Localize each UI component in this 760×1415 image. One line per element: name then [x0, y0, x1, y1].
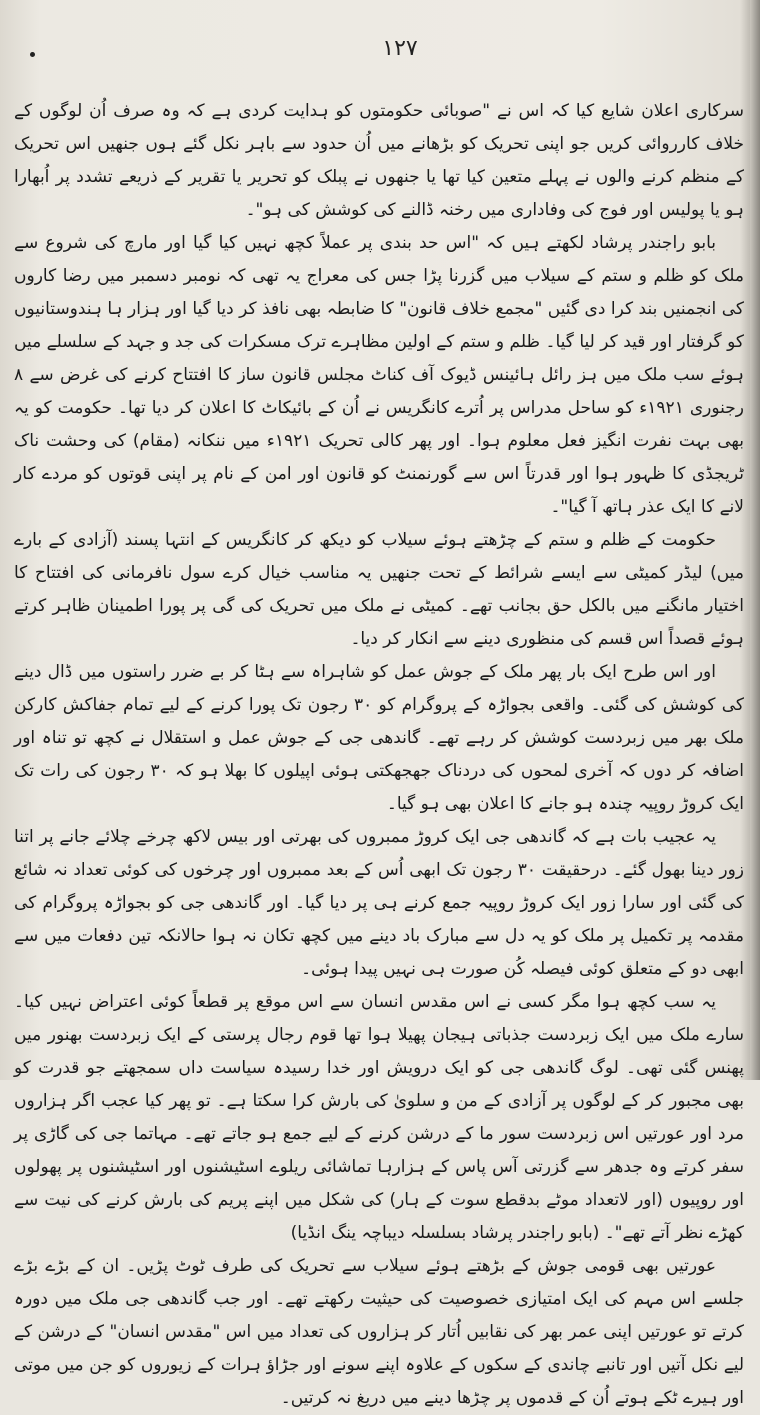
page-edge-shadow	[750, 0, 760, 1080]
paragraph-6: یہ سب کچھ ہوا مگر کسی نے اس مقدس انسان سے اس موقع پر قطعاً کوئی اعتراض نہیں کیا۔ سارے ملک میں ایک زبردست جذباتی ہیجان پھیلا ہوا تھا قوم رجال پرستی کے ایک زبردست بھنور میں پھنس گئی تھی۔ لوگ گاندھی جی کو ایک درویش اور خدا رسیدہ سیاست داں سمجھتے جو قدرت کو بھی مجبور کر کے لوگوں پر آزادی کے من و سلویٰ کی بارش کرا سکتا ہے۔ تو پھر کیا عجب اگر ہزاروں مرد اور عورتیں اس زبردست سور ما کے درشن کرنے کے لیے جمع ہو جاتے تھے۔ مہاتما جی کی گاڑی پر سفر کرتے وہ جدھر سے گزرتی آس پاس کے ہزارہا تماشائی ریلوے اسٹیشنوں اور اسٹیشنوں پر پھولوں اور روپیوں (اور لاتعداد موٹے بدقطع سوت کے ہار) کی شکل میں اپنے پریم کی بارش کرنے کی نیت سے کھڑے نظر آتے تھے"۔ (بابو راجندر پرشاد بسلسلہ دیباچہ ینگ انڈیا)	[14, 992, 744, 1243]
paragraph-4: اور اس طرح ایک بار پھر ملک کے جوش عمل کو شاہراہ سے ہٹا کر بے ضرر راستوں میں ڈال دینے کی کوشش کی گئی۔ واقعی بجواڑہ کے پروگرام کو ۳۰ رجون تک پورا کرنے کے لیے تمام جفاکش کارکن ملک بھر میں زبردست کوشش کر رہے تھے۔ گاندھی جی کے جوش عمل و استقلال نے کچھ تو تناہ اور اضافہ کر دوں کہ آخری لمحوں کی دردناک جھجھکتی ہوئی اپیلوں کا بھلا ہو کہ ۳۰ رجون کی رات تک ایک کروڑ روپیہ چندہ ہو جانے کا اعلان بھی ہو گیا۔	[14, 662, 745, 814]
paragraph-5: یہ عجیب بات ہے کہ گاندھی جی ایک کروڑ ممبروں کی بھرتی اور بیس لاکھ چرخے چلائے جانے پر اتنا زور دینا بھول گئے۔ درحقیقت ۳۰ رجون تک ابھی اُس کے بعد ممبروں اور چرخوں کی کوئی تعداد نہ شائع کی گئی اور سارا زور ایک کروڑ روپیہ جمع کرنے ہی پر دیا گیا۔ اور گاندھی جی کو بجواڑہ پروگرام کی مقدمہ پر تکمیل پر ملک کو یہ دل سے مبارک باد دینے میں کچھ تکان نہ ہوا حالانکہ تین دفعات میں سے ابھی دو کے متعلق کوئی فیصلہ کُن صورت ہی نہیں پیدا ہوئی۔	[14, 827, 744, 979]
page-number: ۱۲۷	[382, 36, 418, 61]
paragraph-1: سرکاری اعلان شایع کیا کہ اس نے "صوبائی حکومتوں کو ہدایت کردی ہے کہ وہ صرف اُن لوگوں کے خلاف کارروائی کریں جو اپنی تحریک کو بڑھانے میں اُن حدود سے باہر نکل گئے ہوں جنھیں اس تحریک کے منظم کرنے والوں نے پہلے متعین کیا تھا یا جنھوں نے پبلک کو تحریر یا تقریر کے ذریعے تشدد پر اُبھارا ہو یا پولیس اور فوج کی وفاداری میں رخنہ ڈالنے کی کوشش کی ہو"۔	[14, 101, 744, 220]
paragraph-3: حکومت کے ظلم و ستم کے چڑھتے ہوئے سیلاب کو دیکھ کر کانگریس کے انتہا پسند (آزادی کے بارے میں) لیڈر کمیٹی سے ایسے شرائط کے تحت جنھیں یہ مناسب خیال کرے سول نافرمانی کی افتتاح کا اختیار مانگنے میں بالکل حق بجانب تھے۔ کمیٹی نے ملک میں تحریک کی گی پر پورا اطمینان ظاہر کرتے ہوئے قصداً اس قسم کی منظوری دینے سے انکار کر دیا۔	[14, 530, 744, 649]
paragraph-2: بابو راجندر پرشاد لکھتے ہیں کہ "اس حد بندی پر عملاً کچھ نہیں کیا گیا اور مارچ کی شروع سے ملک کو ظلم و ستم کے سیلاب میں گزرنا پڑا جس کی معراج یہ تھی کہ نومبر دسمبر میں رضا کاروں کی انجمنیں بند کرا دی گئیں "مجمع خلاف قانون" کا ضابطہ بھی نافذ کر دیا گیا اور ہزار ہا ہندوستانیوں کو گرفتار اور قید کر لیا گیا۔ ظلم و ستم کے اولین مظاہرے ترک مسکرات کی جد و جہد کے سلسلے میں ہوئے سب ملک میں ہز رائل ہائینس ڈیوک آف کناٹ مجلس قانون ساز کا افتتاح کرنے کی غرض سے ۸ رجنوری ۱۹۲۱ء کو ساحل مدراس پر اُترے کانگریس نے اُن کے بائیکاٹ کا اعلان کر دیا تھا۔ حکومت کو یہ بھی بہت نفرت انگیز فعل معلوم ہوا۔ اور پھر کالی تحریک ۱۹۲۱ء میں ننکانہ (مقام) کی وحشت ناک ٹریجڈی کا ظہور ہوا اور قدرتاً اس سے گورنمنٹ کو قانون اور امن کے نام پر اپنی قوتوں کو مردے کار لانے کا ایک عذر ہاتھ آ گیا"۔	[14, 233, 745, 517]
page-mark-dot	[30, 52, 35, 57]
page-body-text	[14, 95, 744, 1415]
paragraph-7: عورتیں بھی قومی جوش کے بڑھتے ہوئے سیلاب سے تحریک کی طرف ٹوٹ پڑیں۔ ان کے بڑے بڑے جلسے اس مہم کی ایک امتیازی خصوصیت کی حیثیت رکھتے تھے۔ اور جب گاندھی جی ملک میں دورہ کرتے تو عورتیں اپنی عمر بھر کی نقابیں اُتار کر ہزاروں کی تعداد میں اس "مقدس انسان" کے درشن کے لیے نکل آتیں اور تانبے چاندی کے سکوں کے علاوہ اپنے سونے اور جڑاؤ ہرات کے زیوروں کو جن میں موتی اور ہیرے ٹکے ہوتے اُن کے قدموں پر چڑھا دینے میں دریغ نہ کرتیں۔	[14, 1256, 744, 1408]
